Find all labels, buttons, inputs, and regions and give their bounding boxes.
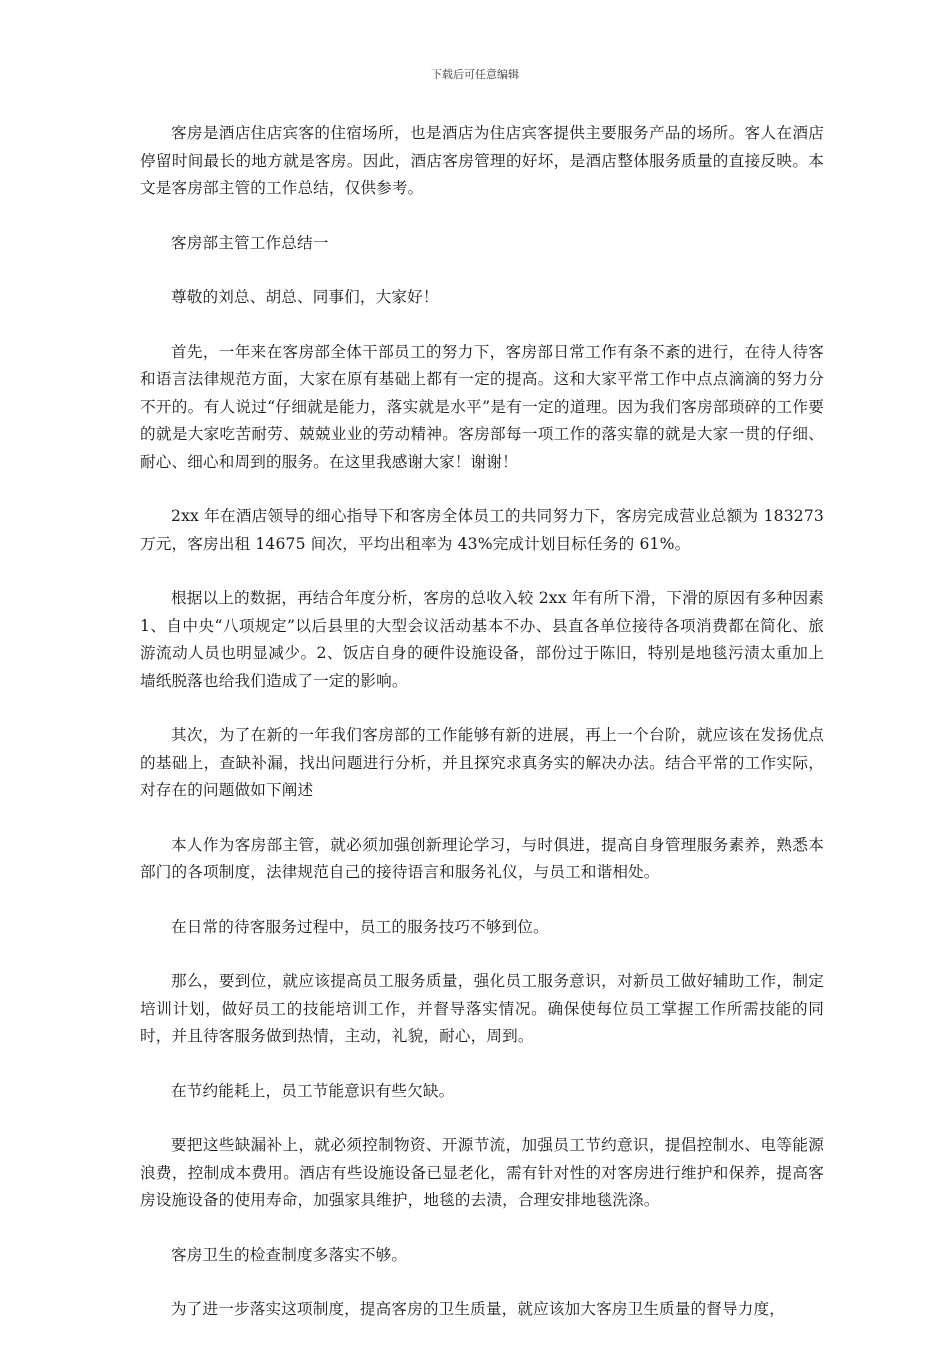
- body-paragraph: 客房卫生的检查制度多落实不够。: [171, 1245, 408, 1264]
- body-paragraph: 首先，一年来在客房部全体干部员工的努力下，客房部日常工作有条不紊的进行，在待人待客和语言法律规范方面，大家在原有基础上都有一定的提高。这和大家平常工作中点点滴滴的努力分不开的。有人说过“仔细就是能力，落实就是水平”是有一定的道理。因为我们客房部琐碎的工作要的就是大家吃苦耐劳、兢兢业业的劳动精神。客房部每一项工作的落实靠的就是大家一贯的仔细、耐心、细心和周到的服务。在这里我感谢大家！谢谢！: [140, 342, 824, 471]
- body-paragraph: 根据以上的数据，再结合年度分析，客房的总收入较 2xx 年有所下滑，下滑的原因有多种因素 1、自中央“八项规定”以后县里的大型会议活动基本不办、县直各单位接待各项消费都在简化、旅游流动人员也明显减少。2、饭店自身的硬件设施设备，部份过于陈旧，特别是地毯污渍太重加上墙纸脱落也给我们造成了一定的影响。: [140, 589, 824, 690]
- body-paragraph: 其次，为了在新的一年我们客房部的工作能够有新的进展，再上一个台阶，就应该在发扬优点的基础上，查缺补漏，找出问题进行分析，并且探究求真务实的解决办法。结合平常的工作实际，对存在的问题做如下阐述: [140, 726, 824, 799]
- body-paragraph: 2xx 年在酒店领导的细心指导下和客房全体员工的共同努力下，客房完成营业总额为 183273 万元，客房出租 14675 间次，平均出租率为 43%完成计划目标任务的 61%。: [140, 507, 824, 553]
- section-title: 客房部主管工作总结一: [171, 233, 329, 252]
- greeting-paragraph: 尊敬的刘总、胡总、同事们，大家好！: [171, 288, 439, 306]
- intro-paragraph: 客房是酒店住店宾客的住宿场所，也是酒店为住店宾客提供主要服务产品的场所。客人在酒店停留时间最长的地方就是客房。因此，酒店客房管理的好坏，是酒店整体服务质量的直接反映。本文是客房部主管的工作总结，仅供参考。: [140, 124, 824, 197]
- body-paragraph: 那么，要到位，就应该提高员工服务质量，强化员工服务意识，对新员工做好辅助工作，制定培训计划，做好员工的技能培训工作，并督导落实情况。确保使每位员工掌握工作所需技能的同时，并且待客服务做到热情，主动，礼貌，耐心，周到。: [140, 972, 824, 1045]
- body-paragraph: 在日常的待客服务过程中，员工的服务技巧不够到位。: [171, 917, 549, 936]
- body-paragraph: 在节约能耗上，员工节能意识有些欠缺。: [171, 1081, 455, 1100]
- body-paragraph: 为了进一步落实这项制度，提高客房的卫生质量，就应该加大客房卫生质量的督导力度，: [171, 1300, 786, 1318]
- body-paragraph: 要把这些缺漏补上，就必须控制物资、开源节流，加强员工节约意识，提倡控制水、电等能源浪费，控制成本费用。酒店有些设施设备已显老化，需有针对性的对客房进行维护和保养，提高客房设施设备的使用寿命，加强家具维护，地毯的去渍，合理安排地毯洗涤。: [140, 1136, 824, 1209]
- page-header-note: 下载后可任意编辑: [431, 68, 519, 81]
- body-paragraph: 本人作为客房部主管，就必须加强创新理论学习，与时俱进，提高自身管理服务素养，熟悉本部门的各项制度，法律规范自己的接待语言和服务礼仪，与员工和谐相处。: [140, 835, 824, 881]
- document-body: [140, 120, 824, 1351]
